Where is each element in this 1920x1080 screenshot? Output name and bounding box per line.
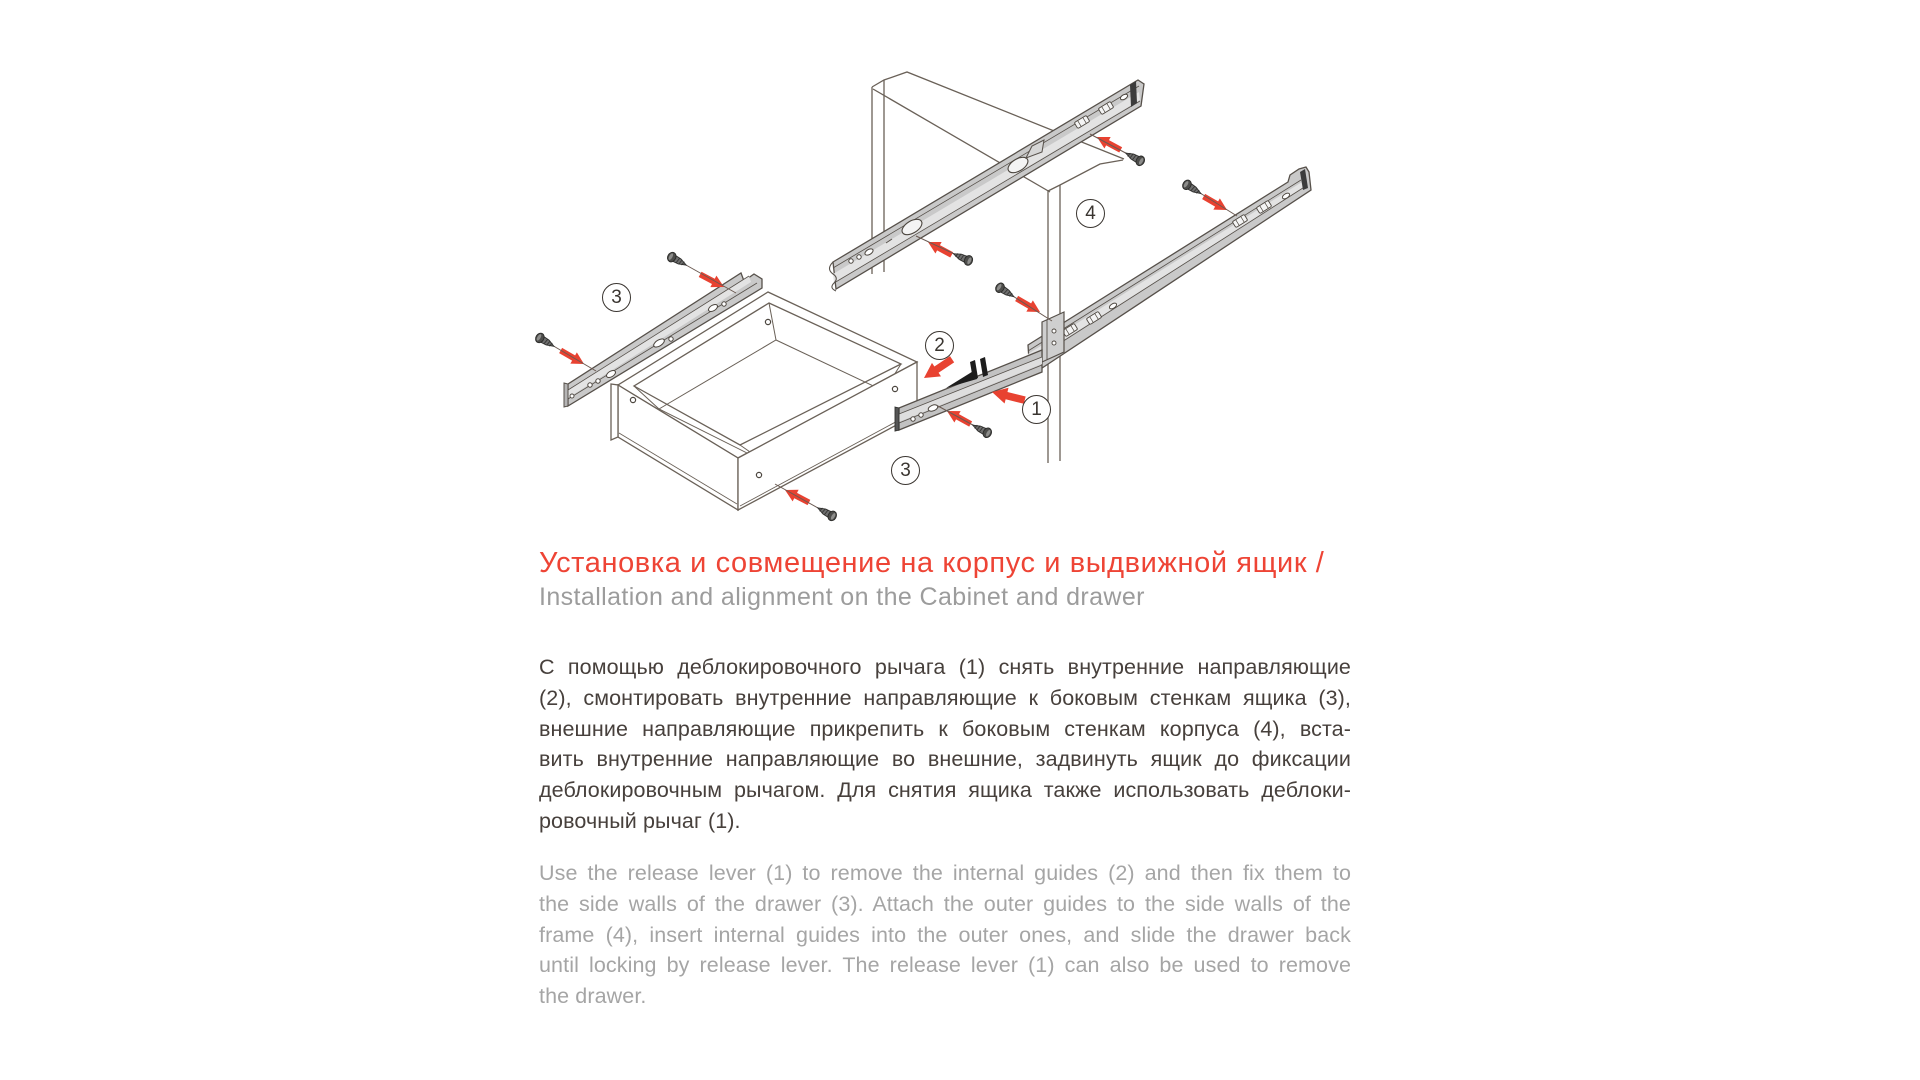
section-title-ru: Установка и совмещение на корпус и выдвижной ящик / xyxy=(539,547,1325,579)
paragraph-ru-line: ровочный рычаг (1). xyxy=(539,808,741,833)
callout-4: 4 xyxy=(1076,199,1105,228)
paragraph-ru-line: С помощью деблокировочного рычага (1) снять внутренние направляющие xyxy=(539,655,1351,679)
screw-icon xyxy=(1123,149,1146,167)
paragraph-en-line: until locking by release lever. The release lever (1) can also be used to remove xyxy=(539,953,1351,978)
paragraph-en-line: frame (4), insert internal guides into the outer ones, and slide the drawer back xyxy=(539,922,1351,947)
red-arrow-icon xyxy=(1094,131,1124,155)
paragraph-ru xyxy=(539,652,1351,837)
paragraph-en xyxy=(539,858,1351,1012)
callout-2: 2 xyxy=(925,331,954,360)
paragraph-en-line: the drawer. xyxy=(539,984,647,1009)
paragraph-ru-line: (2), смонтировать внутренние направляющие к боковым стенкам ящика (3), xyxy=(539,685,1351,710)
callout-3-bottom: 3 xyxy=(891,456,920,485)
callout-1: 1 xyxy=(1022,395,1051,424)
callout-3-left: 3 xyxy=(602,283,631,312)
screw-icon xyxy=(666,251,689,270)
red-arrow-icon xyxy=(1013,293,1043,318)
drawer-box xyxy=(611,292,917,510)
outer-guide-right xyxy=(1028,167,1311,376)
outer-guide-left xyxy=(830,80,1145,291)
paragraph-en-line: the side walls of the drawer (3). Attach the outer guides to the side walls of the xyxy=(539,891,1351,916)
screw-icon xyxy=(534,332,557,351)
red-arrow-icon xyxy=(925,236,955,260)
section-title-en: Installation and alignment on the Cabinet and drawer xyxy=(539,583,1145,611)
screw-icon xyxy=(951,249,974,266)
screw-icon xyxy=(970,421,993,439)
screw-icon xyxy=(994,281,1017,301)
paragraph-ru-line: деблокировочным рычагом. Для снятия ящика также использовать деблоки- xyxy=(539,778,1351,803)
red-arrow-icon xyxy=(1200,191,1230,216)
screw-icon xyxy=(1181,178,1204,197)
paragraph-ru-line: вить внутренние направляющие во внешние, задвинуть ящик до фиксации xyxy=(539,747,1351,772)
paragraph-ru-line: внешние направляющие прикрепить к боковым стенкам корпуса (4), вста- xyxy=(539,716,1351,741)
screw-icon xyxy=(815,504,838,523)
paragraph-en-line: Use the release lever (1) to remove the internal guides (2) and then fix them to xyxy=(539,861,1351,885)
installation-diagram xyxy=(510,40,1370,545)
